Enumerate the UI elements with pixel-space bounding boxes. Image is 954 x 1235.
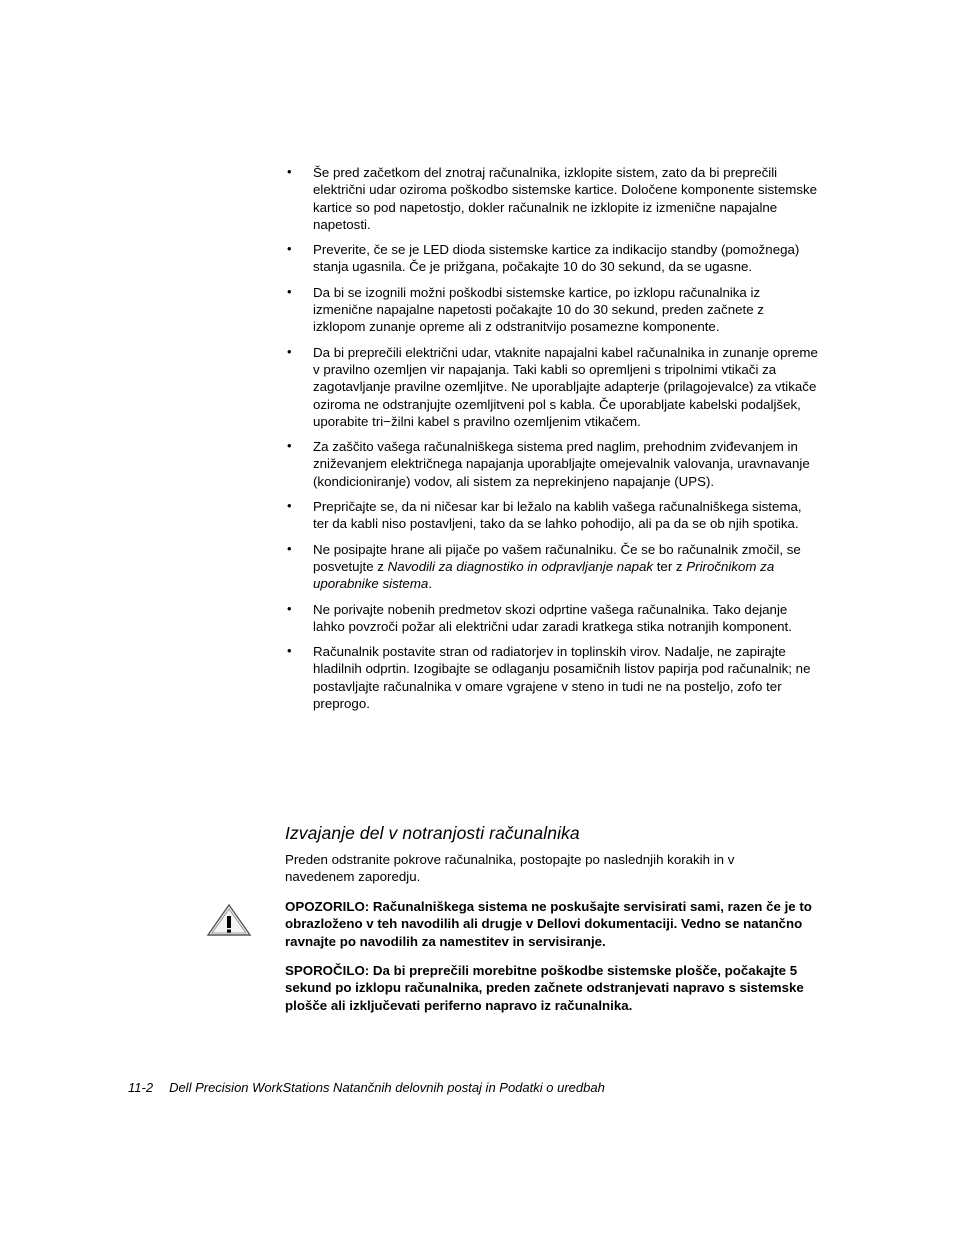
list-item: [287, 601, 819, 636]
warning-text: OPOZORILO: Računalniškega sistema ne poskušajte servisirati sami, razen če je to obrazloženo v teh navodilih ali drugje v Dellovi dokumentaciji. Vedno se natančno ravnajte po navodilih za namestitev in servisiranje.: [285, 899, 812, 949]
section-title: Izvajanje del v notranjosti računalnika: [285, 823, 580, 843]
list-item-text: Za zaščito vašega računalniškega sistema pred naglim, prehodnim zviđevanjem in zniževanjem električnega napajanja uporabljajte omejevalnik valovanja, uravnavanje (kondicioniranje) vodov, ali sistem za neprekinjeno napajanje (UPS).: [313, 439, 810, 489]
guide-title-diagnostics: Navodili za diagnostiko in odpravljanje napak: [387, 558, 654, 574]
notice-text: SPOROČILO: Da bi preprečili morebitne poškodbe sistemske plošče, počakajte 5 sekund po izklopu računalnika, preden začnete odstranjevati napravo s sistemske plošče ali izključevati periferno napravo iz računalnika.: [285, 963, 804, 1013]
bullet-icon: •: [287, 164, 292, 179]
list-item: [287, 643, 819, 712]
bullet-icon: •: [287, 241, 292, 257]
list-item: [287, 164, 819, 233]
warning-triangle-icon: [206, 903, 252, 937]
list-item: [287, 541, 819, 593]
bullet-icon: •: [287, 600, 292, 616]
guide-title-user-manual: Priročnikom za uporabnike sistema: [313, 558, 775, 592]
list-item-text: Še pred začetkom del znotraj računalnika, izklopite sistem, zato da bi preprečili električni udar oziroma poškodbo sistemske kartice. Določene komponente sistemske kartice so pod napetostjo, dokler računalnik ne izklopite iz izmenične napajalne napetosti.: [313, 165, 818, 232]
section-intro: Preden odstranite pokrove računalnika, postopajte po naslednjih korakih in v navedenem zaporedju.: [285, 852, 735, 885]
list-item-text: Preverite, če se je LED dioda sistemske kartice za indikacijo standby (pomožnega) stanja ugasnila. Če je prižgana, počakajte 10 do 30 sekund, da se ugasne.: [313, 242, 800, 275]
list-item: [287, 438, 819, 490]
list-item-text: Da bi preprečili električni udar, vtaknite napajalni kabel računalnika in zunanje opreme v pravilno ozemljen vir napajanja. Taki kabli so opremljeni s tripolnimi vtikači za zagotavljanje pravilne ozemljitve. Ne uporabljajte adapterje (prilagojevalce) za vtikače oziroma ne odstranjujte ozemljitveni pol s kabla. Če uporabljate kabelski podaljšek, uporabite tri−žilni kabel s pravilno ozemljenim vtikačem.: [313, 344, 818, 429]
bullet-icon: •: [287, 540, 292, 556]
page-footer: [128, 1080, 605, 1095]
bullet-icon: •: [287, 498, 292, 514]
page-number: 11-2: [128, 1080, 154, 1095]
bullet-icon: •: [287, 438, 292, 454]
list-item: [287, 498, 819, 533]
list-item: [287, 284, 819, 336]
footer-title: Dell Precision WorkStations Natančnih delovnih postaj in Podatki o uredbah: [169, 1080, 605, 1095]
bullet-icon: •: [287, 343, 292, 359]
text-segment: Ne posipajte hrane ali pijače po vašem računalniku. Če se bo računalnik zmočil, se posvetujte z: [313, 541, 801, 574]
text-segment: .: [428, 576, 433, 592]
bullet-icon: •: [287, 643, 292, 659]
list-item-text: Ne porivajte nobenih predmetov skozi odprtine vašega računalnika. Tako dejanje lahko povzroči požar ali električni udar zaradi kratkega stika notranjih komponent.: [313, 601, 792, 634]
bullet-icon: •: [287, 283, 292, 299]
list-item-text: Da bi se izognili možni poškodbi sistemske kartice, po izklopu računalnika iz izmenične napajalne napetosti počakajte 10 do 30 sekund, preden začnete z izklopom zunanje opreme ali z odstranitvijo posamezne komponente.: [313, 284, 764, 335]
text-segment: ter z: [653, 558, 687, 574]
list-item-text: Prepričajte se, da ni ničesar kar bi ležalo na kablih vašega računalniškega sistema, ter da kabli niso postavljeni, tako da se lahko pohodijo, ali pa da se ob njih spotika.: [313, 499, 802, 532]
list-item-text: Računalnik postavite stran od radiatorjev in toplinskih virov. Nadalje, ne zapirajte hladilnih odprtin. Izogibajte se odlaganju posamičnih listov papirja pod računalnik; ne postavljajte računalnika v omare vgrajene v steno in tudi ne na posteljo, zofo ter preprogo.: [313, 644, 811, 712]
list-item: [287, 241, 819, 276]
list-item: [287, 344, 819, 430]
list-item-text: [313, 542, 801, 592]
safety-bullet-list: [287, 164, 819, 720]
